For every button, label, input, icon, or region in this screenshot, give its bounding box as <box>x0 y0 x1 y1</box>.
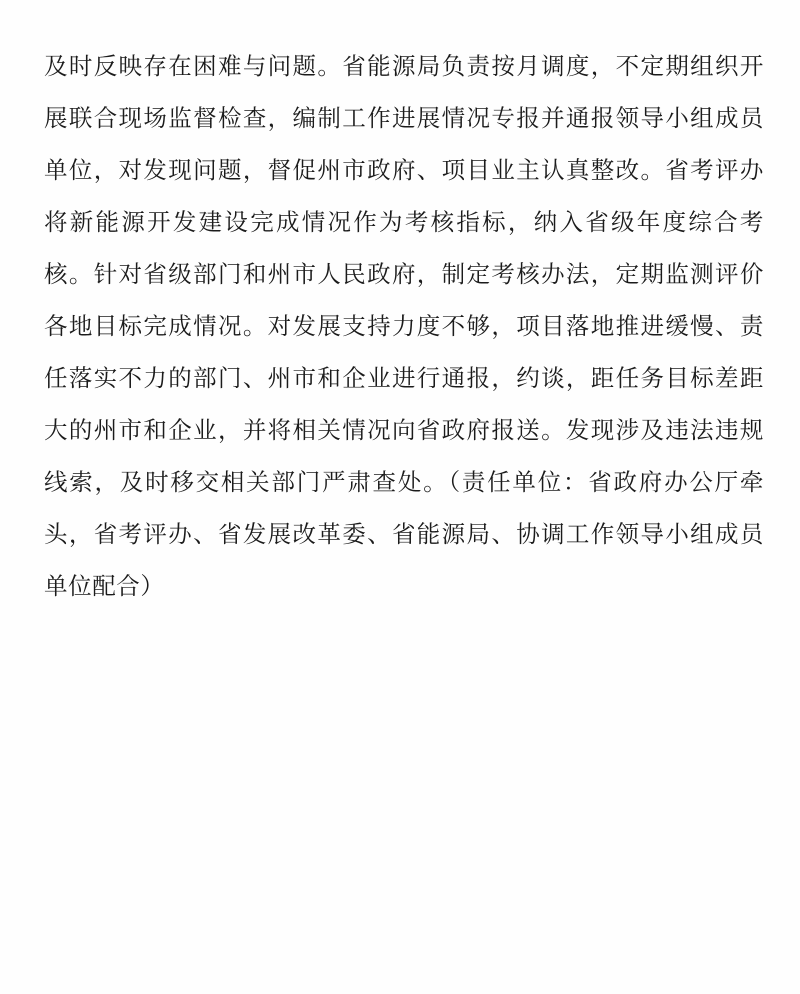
paragraph-continued: 及时反映存在困难与问题。省能源局负责按月调度，不定期组织开展联合现场监督检查，编制工作进展情况专报并通报领导小组成员单位，对发现问题，督促州市政府、项目业主认真整改。省考评办将新能源开发建设完成情况作为考核指标，纳入省级年度综合考核。针对省级部门和州市人民政府，制定考核办法，定期监测评价各地目标完成情况。对发展支持力度不够，项目落地推进缓慢、责任落实不力的部门、州市和企业进行通报，约谈，距任务目标差距大的州市和企业，并将相关情况向省政府报送。发现涉及违法违规线索，及时移交相关部门严肃查处。（责任单位：省政府办公厅牵头，省考评办、省发展改革委、省能源局、协调工作领导小组成员单位配合） <box>44 52 764 600</box>
document-text-body <box>44 40 764 612</box>
